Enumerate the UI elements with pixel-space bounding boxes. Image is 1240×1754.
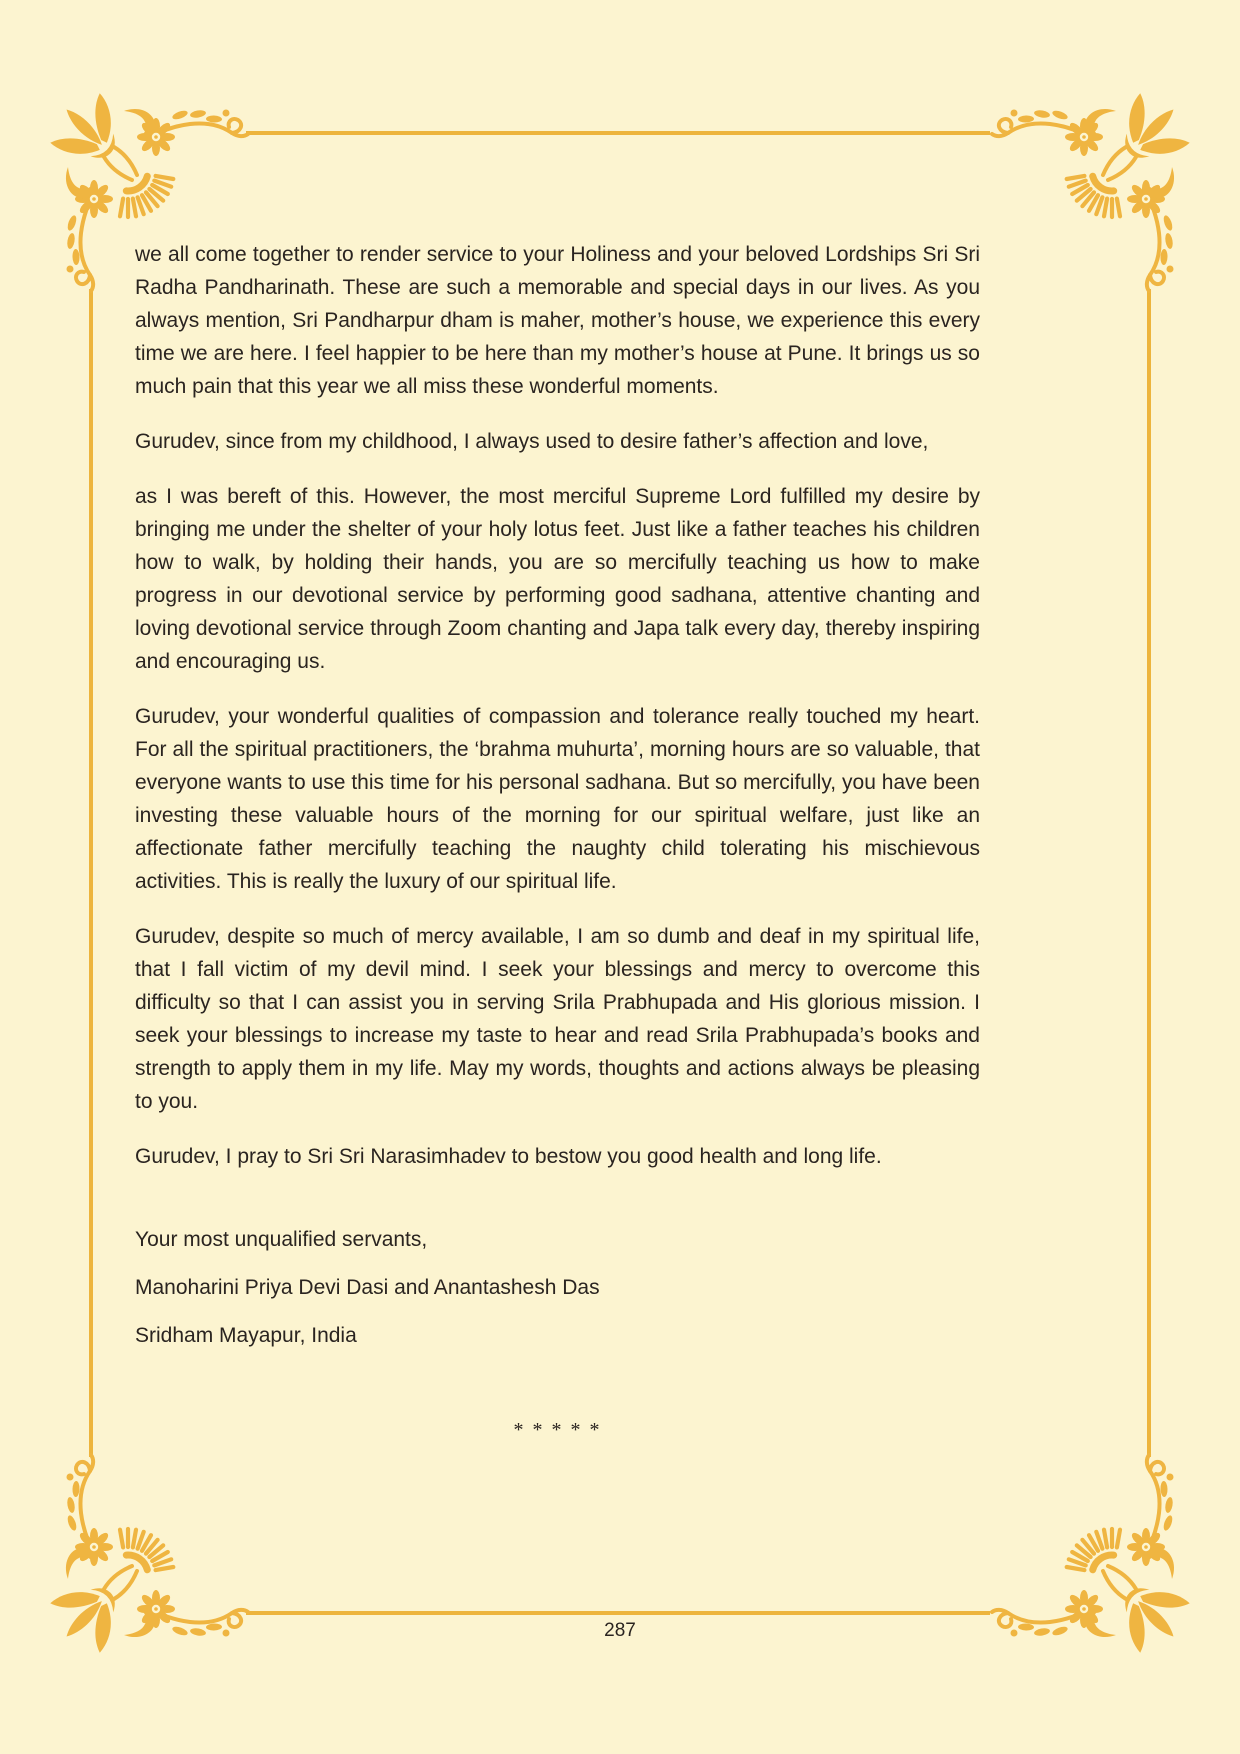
paragraph: we all come together to render service to your Holiness and your beloved Lordships Sri Sri Radha Pandharinath. These are such a memorable and special days in our lives. As you always mention, Sri Pandharpur dham is maher, mother’s house, we experience this every time we are here. I feel happier to be here than my mother’s house at Pune. It brings us so much pain that this year we all miss these wonderful moments. <box>135 243 980 398</box>
paragraph: Gurudev, since from my childhood, I always used to desire father’s affection and love, <box>135 430 929 453</box>
signature-names: Manoharini Priya Devi Dasi and Anantashesh Das <box>135 1276 600 1299</box>
page-number: 287 <box>604 1620 636 1641</box>
signature-block <box>135 1223 980 1352</box>
corner-ornament-icon <box>985 93 1190 298</box>
frame-border-bottom <box>246 1611 990 1615</box>
paragraph: Gurudev, your wonderful qualities of compassion and tolerance really touched my heart. For all the spiritual practitioners, the ‘brahma muhurta’, morning hours are so valuable, that everyone wants to use this time for his personal sadhana. But so mercifully, you have been investing these valuable hours of the morning for our spiritual welfare, just like an affectionate father mercifully teaching the naughty child tolerating his mischievous activities. This is really the luxury of our spiritual life. <box>135 705 980 893</box>
letter-body <box>135 238 980 1447</box>
signature-salutation: Your most unqualified servants, <box>135 1228 428 1251</box>
paragraph: Gurudev, I pray to Sri Sri Narasimhadev to bestow you good health and long life. <box>135 1145 882 1168</box>
frame-border-right <box>1147 289 1151 1457</box>
paragraph: Gurudev, despite so much of mercy available, I am so dumb and deaf in my spiritual life, that I fall victim of my devil mind. I seek your blessings and mercy to overcome this difficulty so that I can assist you in serving Srila Prabhupada and His glorious mission. I seek your blessings to increase my taste to hear and read Srila Prabhupada’s books and strength to apply them in my life. May my words, thoughts and actions always be pleasing to you. <box>135 925 980 1113</box>
paragraph: as I was bereft of this. However, the most merciful Supreme Lord fulfilled my desire by bringing me under the shelter of your holy lotus feet. Just like a father teaches his children how to walk, by holding their hands, you are so mercifully teaching us how to make progress in our devotional service by performing good sadhana, attentive chanting and loving devotional service through Zoom chanting and Japa talk every day, thereby inspiring and encouraging us. <box>135 485 980 673</box>
signature-location: Sridham Mayapur, India <box>135 1324 357 1347</box>
section-separator: * * * * * <box>513 1419 602 1441</box>
frame-border-top <box>246 131 990 135</box>
frame-border-left <box>89 289 93 1457</box>
